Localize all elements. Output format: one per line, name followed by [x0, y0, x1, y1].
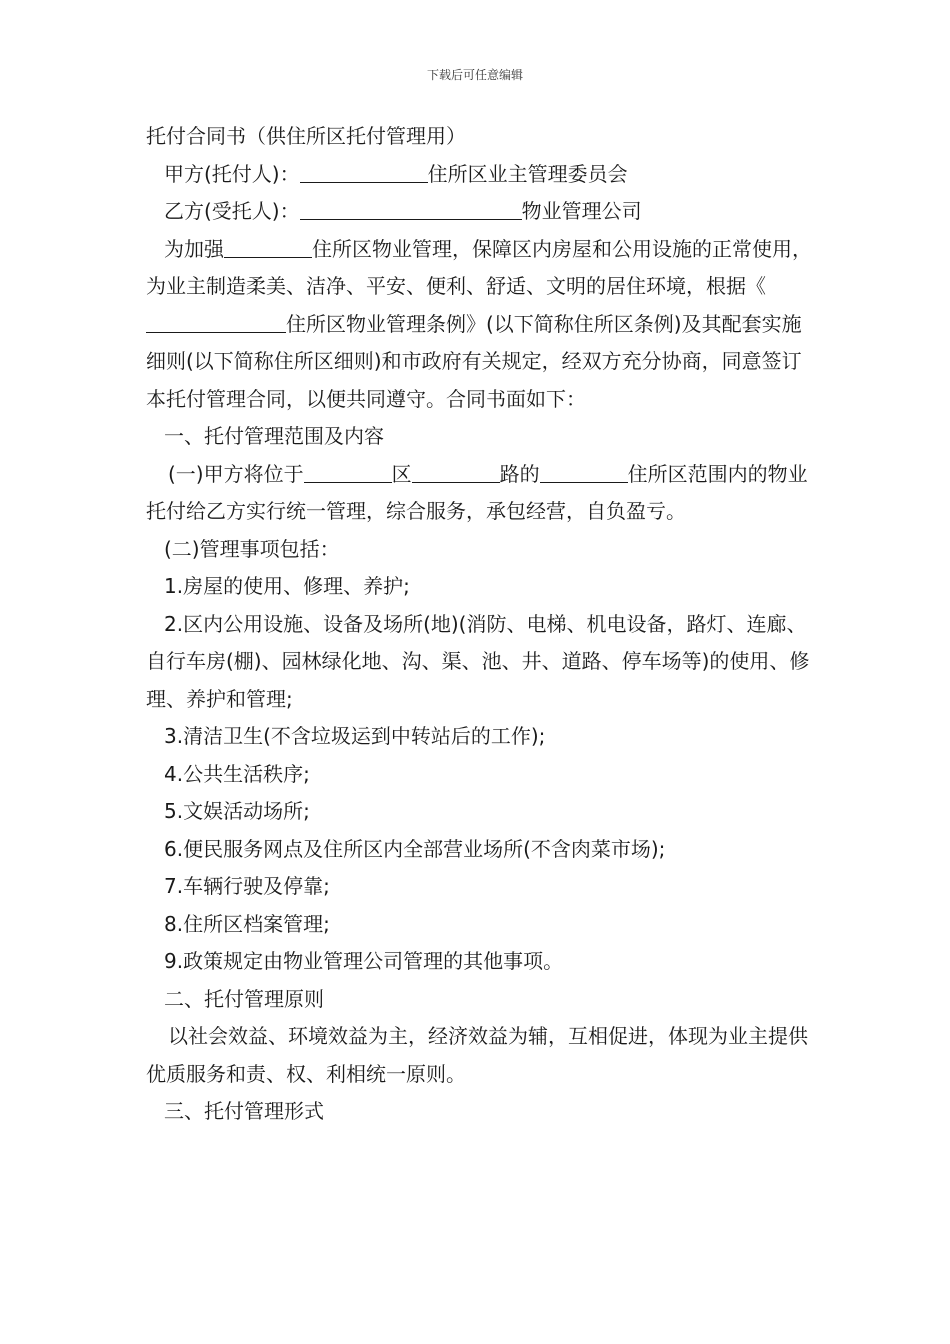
blank-field — [304, 460, 392, 483]
clause-2-heading: (二)管理事项包括： — [164, 536, 340, 561]
party-a-line — [146, 156, 818, 194]
party-a-suffix: 住所区业主管理委员会 — [427, 161, 628, 186]
list-item: 5.文娱活动场所; — [164, 799, 310, 823]
blank-field — [540, 460, 628, 483]
party-b-line — [146, 193, 818, 231]
page-header-note: 下载后可任意编辑 — [426, 68, 523, 82]
clause-1-text-d: 住所区范围内的物业托付给乙方实行统一管理，综合服务，承包经营，自负盈亏。 — [146, 461, 808, 523]
blank-field — [224, 235, 312, 258]
document-body — [146, 118, 818, 1131]
list-item: 2.区内公用设施、设备及场所(地)(消防、电梯、机电设备，路灯、连廊、自行车房(棚)、园林绿化地、沟、渠、池、井、道路、停车场等)的使用、修理、养护和管理; — [146, 611, 810, 711]
blank-field — [300, 160, 428, 183]
section-2-body: 以社会效益、环境效益为主，经济效益为辅，互相促进，体现为业主提供优质服务和责、权、利相统一原则。 — [146, 1024, 808, 1086]
preamble-text-3: 住所区物业管理条例》(以下简称住所区条例)及其配套实施细则(以下简称住所区细则)和市政府有关规定，经双方充分协商，同意签订本托付管理合同，以便共同遵守。合同书面如下： — [146, 311, 802, 411]
list-item: 1.房屋的使用、修理、养护; — [164, 574, 410, 598]
section-2-heading: 二、托付管理原则 — [164, 986, 324, 1011]
party-a-label: 甲方(托付人)： — [164, 161, 300, 186]
clause-1-text-a: (一)甲方将位于 — [168, 461, 304, 486]
section-3-heading: 三、托付管理形式 — [164, 1099, 324, 1123]
list-item: 9.政策规定由物业管理公司管理的其他事项。 — [164, 949, 564, 973]
preamble-text-2: 住所区物业管理，保障区内房屋和公用设施的正常使用，为业主制造柔美、洁净、平安、便利、舒适、文明的居住环境，根据《 — [146, 236, 812, 298]
list-item: 7.车辆行驶及停靠; — [164, 874, 330, 898]
section-1-heading: 一、托付管理范围及内容 — [164, 424, 384, 448]
list-item: 4.公共生活秩序; — [164, 761, 310, 786]
clause-1-text-b: 区 — [391, 461, 412, 486]
party-b-suffix: 物业管理公司 — [521, 199, 642, 223]
list-item: 3.清洁卫生(不含垃圾运到中转站后的工作); — [164, 724, 546, 748]
list-item: 8.住所区档案管理; — [164, 911, 330, 936]
party-b-label: 乙方(受托人)： — [164, 199, 300, 223]
preamble-text-1: 为加强 — [164, 236, 224, 261]
list-item: 6.便民服务网点及住所区内全部营业场所(不含肉菜市场); — [164, 836, 666, 861]
clause-1-paragraph — [146, 456, 818, 531]
blank-field — [300, 197, 522, 220]
blank-field — [146, 310, 286, 333]
clause-1-text-c: 路的 — [499, 461, 540, 486]
blank-field — [412, 460, 500, 483]
document-title: 托付合同书（供住所区托付管理用） — [146, 124, 466, 148]
preamble-paragraph — [146, 231, 818, 419]
